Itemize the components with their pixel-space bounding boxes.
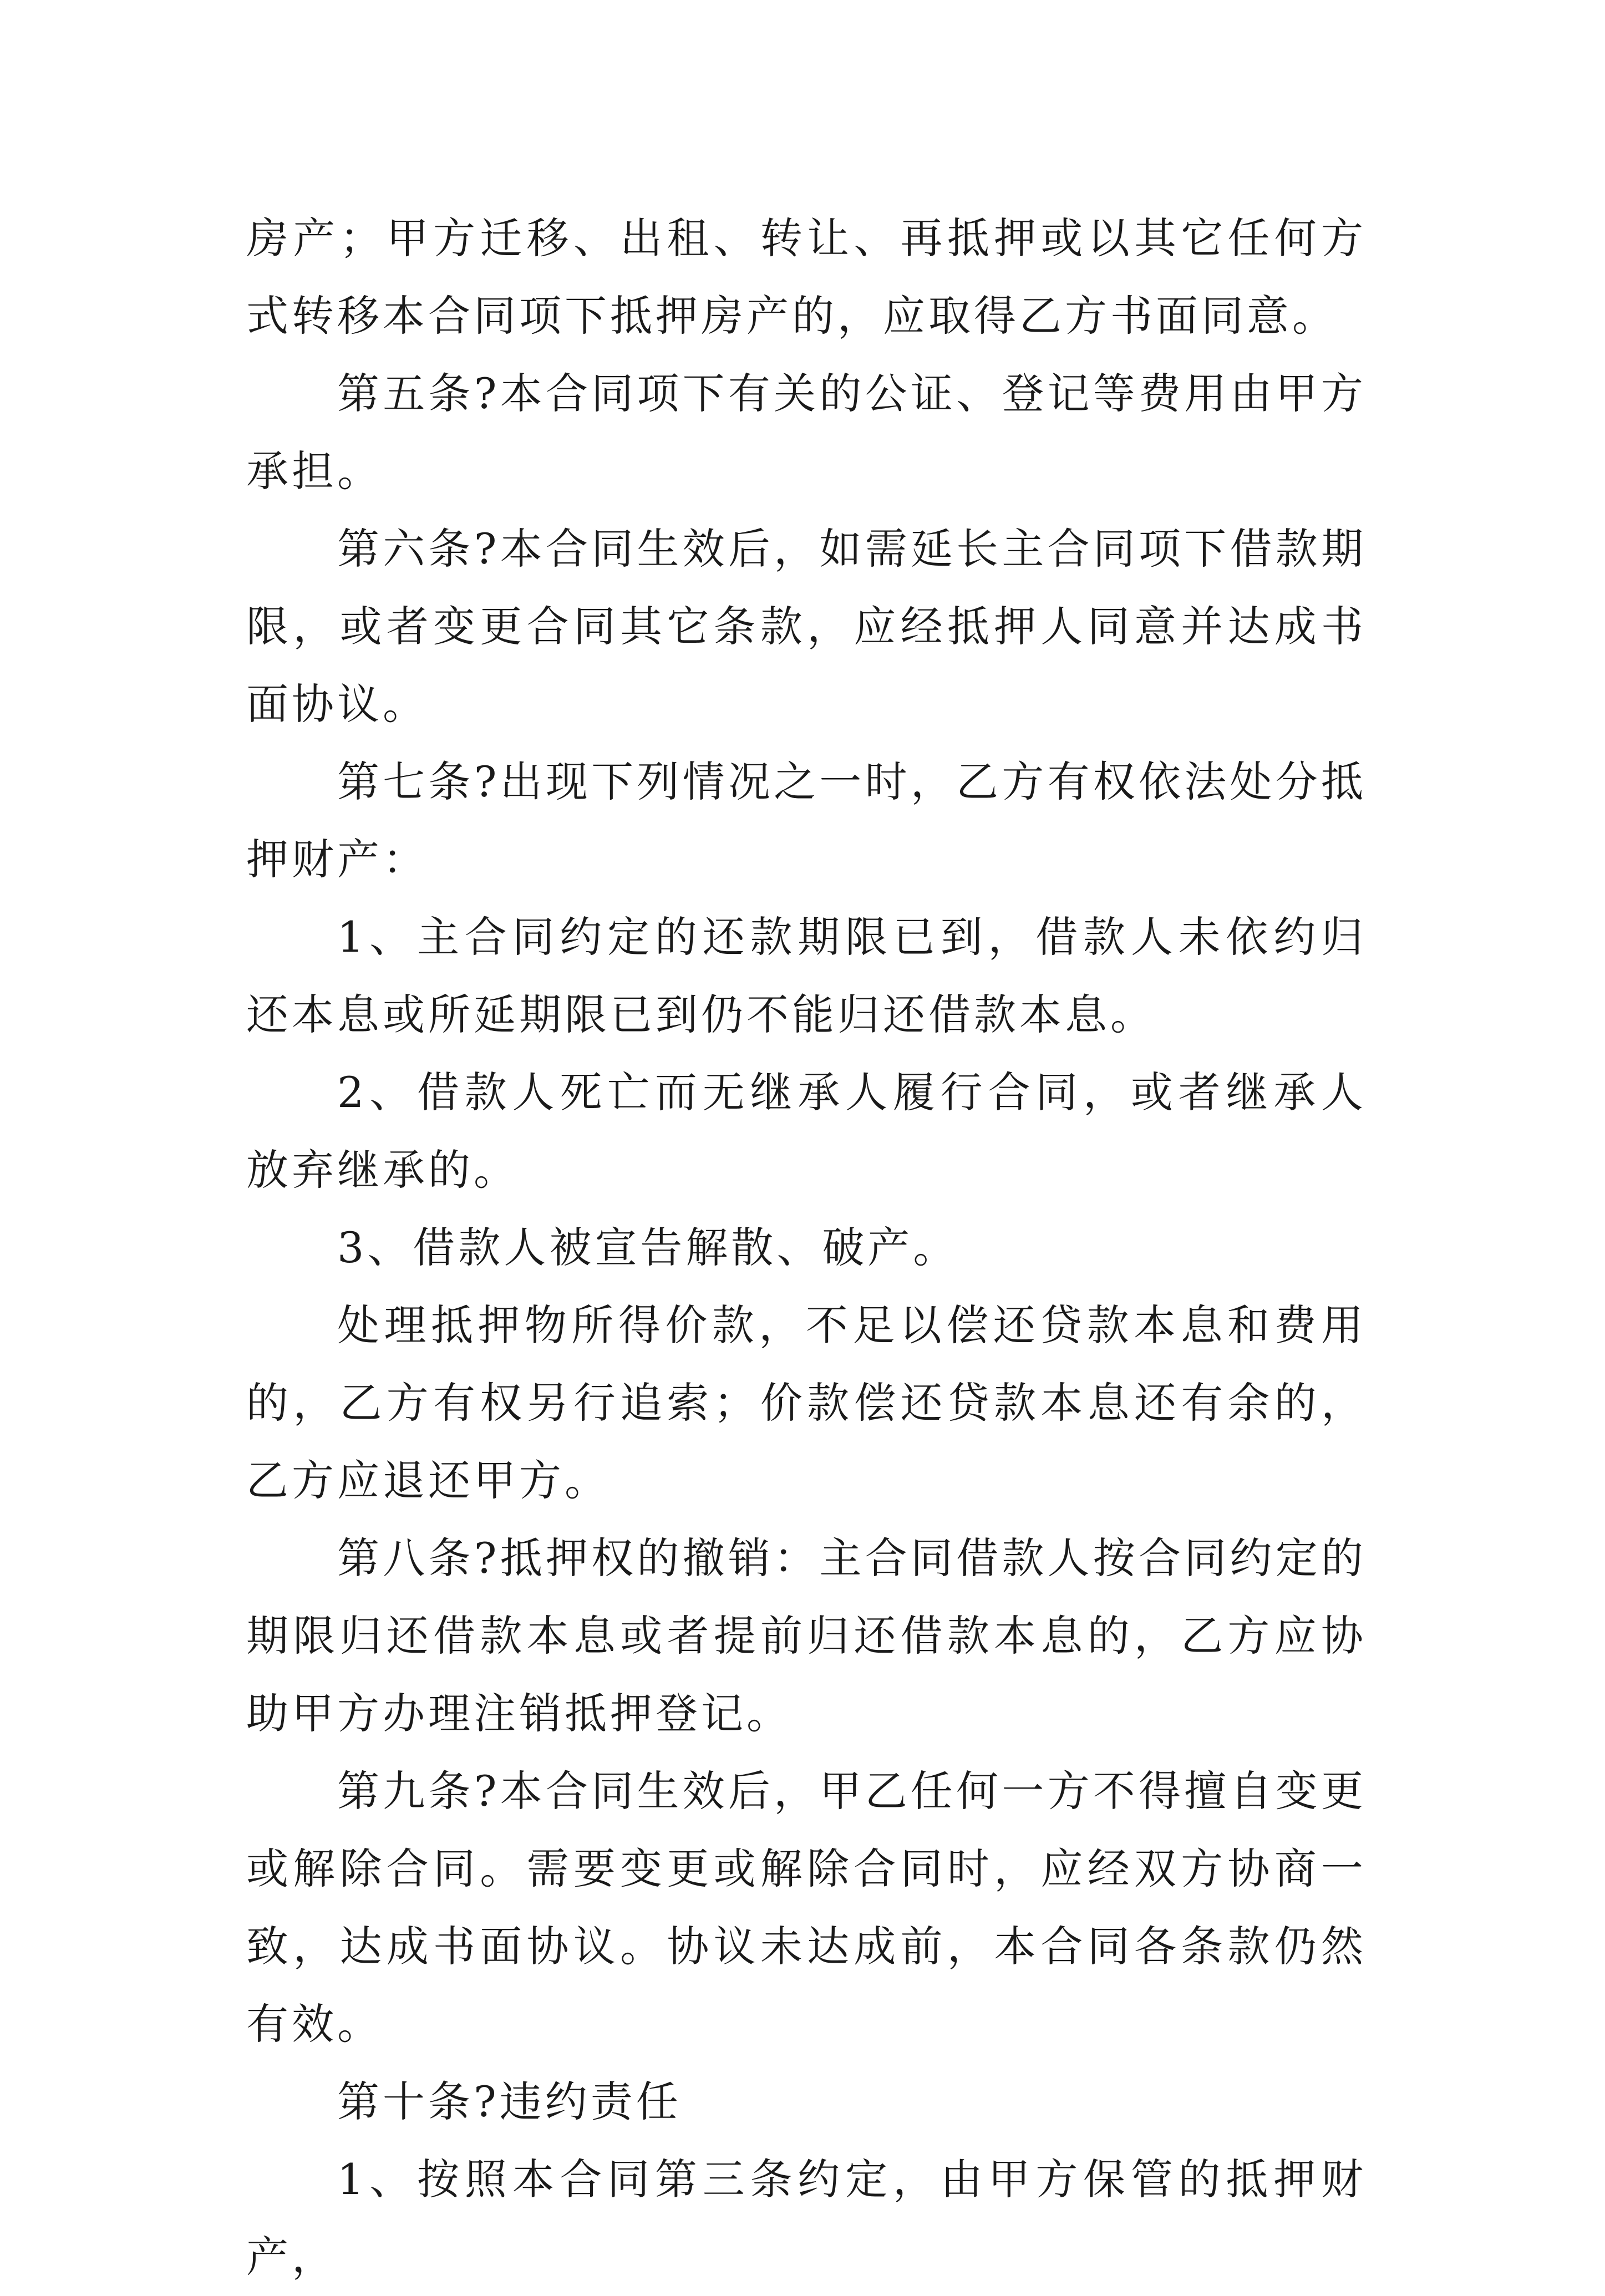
paragraph-article-10: 第十条?违约责任	[337, 2077, 682, 2126]
paragraph-article-7-item-1: 1、主合同约定的还款期限已到，借款人未依约归还本息或所延期限已到仍不能归还借款本息。	[246, 912, 1367, 1039]
paragraph-article-5: 第五条?本合同项下有关的公证、登记等费用由甲方承担。	[246, 369, 1367, 496]
paragraph-article-8: 第八条?抵押权的撤销：主合同借款人按合同约定的期限归还借款本息或者提前归还借款本息的，乙方应协助甲方办理注销抵押登记。	[246, 1533, 1367, 1738]
paragraph-article-9: 第九条?本合同生效后，甲乙任何一方不得擅自变更或解除合同。需要变更或解除合同时，应经双方协商一致，达成书面协议。协议未达成前，本合同各条款仍然有效。	[246, 1766, 1367, 2049]
paragraph-article-7: 第七条?出现下列情况之一时，乙方有权依法处分抵押财产：	[246, 757, 1367, 884]
paragraph-article-7-item-2: 2、借款人死亡而无继承人履行合同，或者继承人放弃继承的。	[246, 1068, 1367, 1195]
paragraph-article-7-item-3: 3、借款人被宣告解散、破产。	[337, 1223, 959, 1272]
paragraph-article-6: 第六条?本合同生效后，如需延长主合同项下借款期限，或者变更合同其它条款，应经抵押人同意并达成书面协议。	[246, 524, 1367, 729]
document-body	[246, 200, 1367, 2296]
paragraph-1: 房产；甲方迁移、出租、转让、再抵押或以其它任何方式转移本合同项下抵押房产的，应取得乙方书面同意。	[246, 214, 1367, 341]
paragraph-article-10-item-1: 1、按照本合同第三条约定，由甲方保管的抵押财产，	[246, 2155, 1367, 2282]
paragraph-disposal-proceeds: 处理抵押物所得价款，不足以偿还贷款本息和费用的，乙方有权另行追索；价款偿还贷款本息还有余的，乙方应退还甲方。	[246, 1301, 1367, 1505]
